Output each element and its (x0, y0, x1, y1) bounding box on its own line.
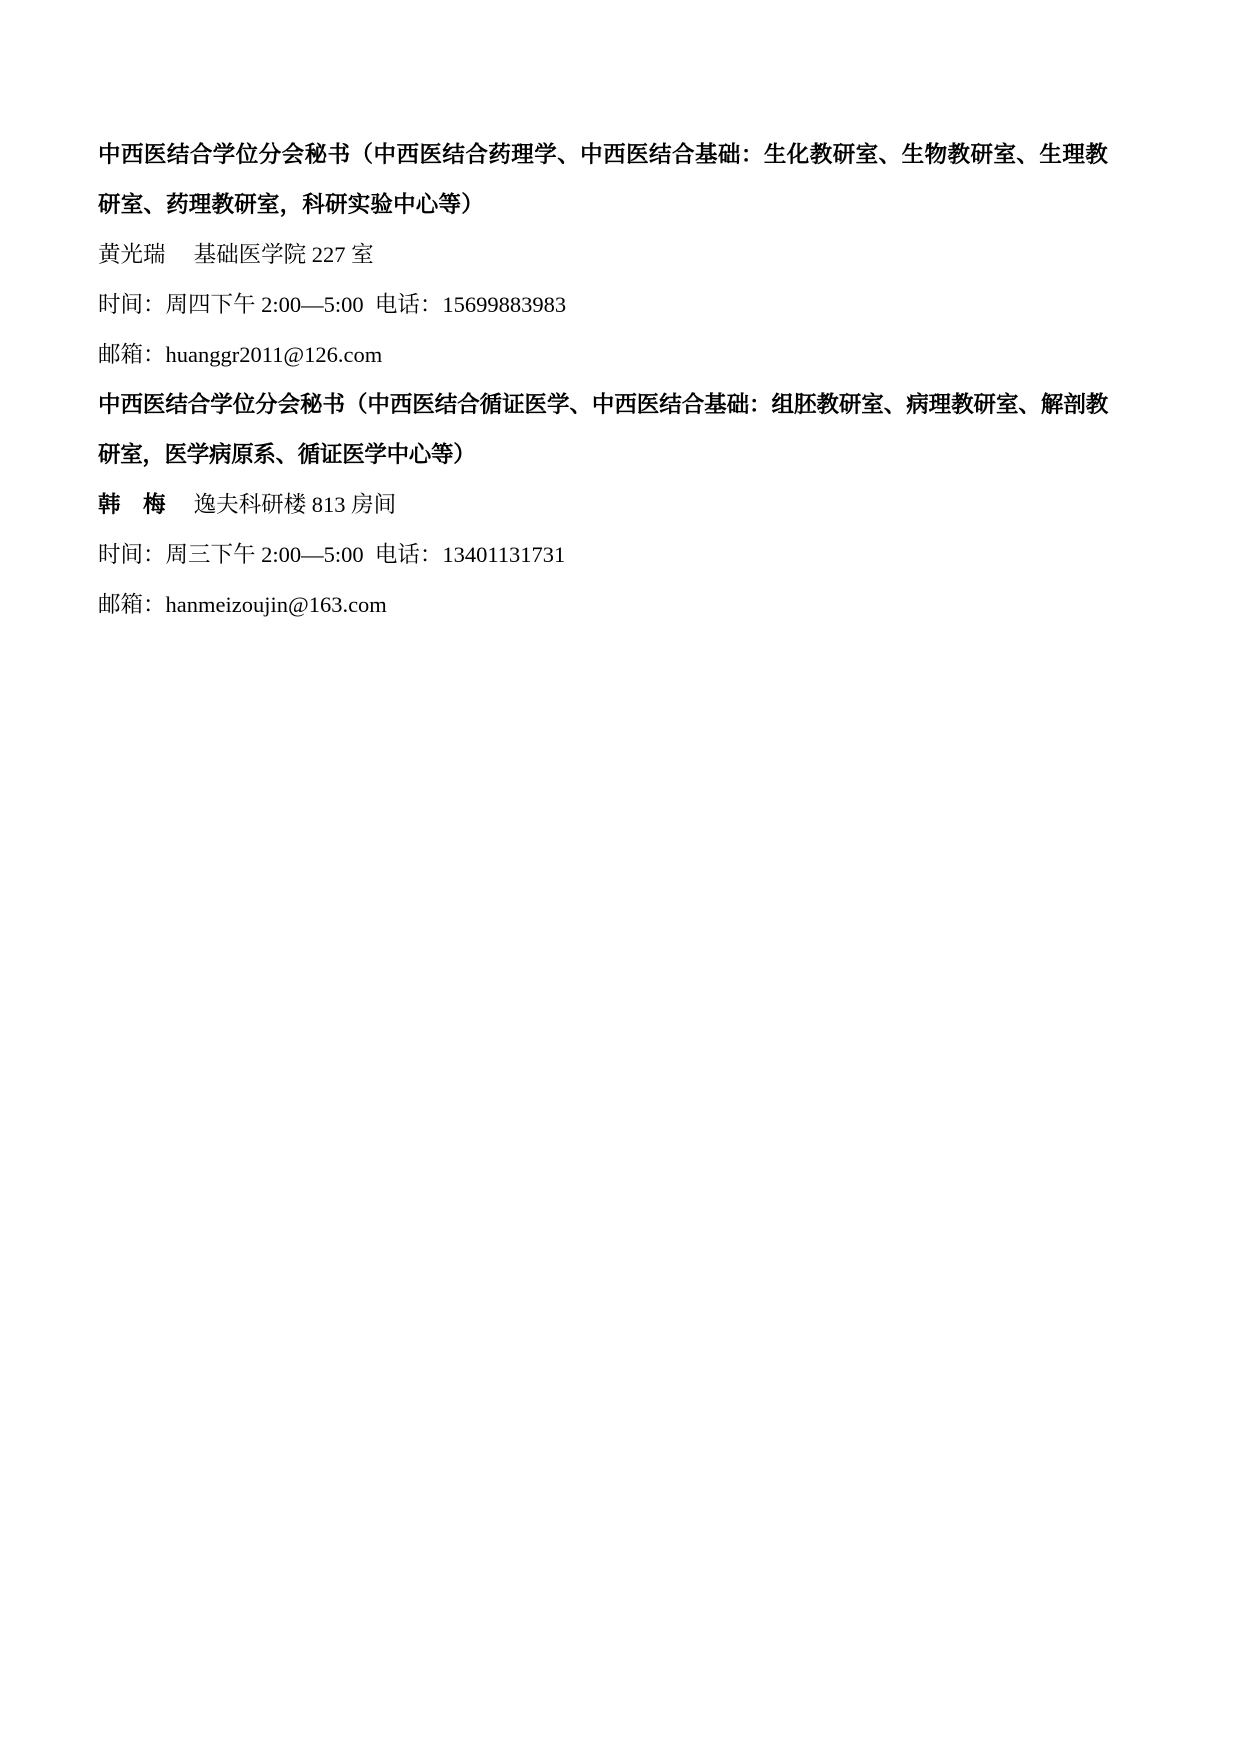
section-2-spacer (166, 492, 194, 517)
section-1-person: 黄光瑞 (98, 242, 166, 268)
section-1-location: 基础医学院 227 室 (193, 242, 374, 267)
section-2 (98, 380, 1108, 630)
section-1 (98, 130, 1108, 380)
section-1-email-label: 邮箱： (98, 342, 166, 367)
section-1-person-line (98, 230, 1108, 280)
section-2-email: hanmeizoujin@163.com (165, 592, 387, 617)
section-1-heading: 中西医结合学位分会秘书（中西医结合药理学、中西医结合基础：生化教研室、生物教研室、生理教研室、药理教研室，科研实验中心等） (98, 142, 1108, 218)
section-1-email-line (98, 330, 1108, 380)
section-2-heading: 中西医结合学位分会秘书（中西医结合循证医学、中西医结合基础：组胚教研室、病理教研室、解剖教研室，医学病原系、循证医学中心等） (98, 392, 1108, 468)
section-1-schedule: 时间：周四下午 2:00—5:00 电话：15699883983 (98, 292, 567, 317)
section-2-person-line (98, 480, 1108, 530)
section-1-email: huanggr2011@126.com (165, 342, 383, 367)
section-2-email-line (98, 580, 1108, 630)
section-1-spacer (166, 242, 194, 267)
section-2-schedule: 时间：周三下午 2:00—5:00 电话：13401131731 (98, 542, 566, 567)
section-2-location: 逸夫科研楼 813 房间 (193, 492, 397, 517)
document-content (98, 130, 1108, 630)
section-2-email-label: 邮箱： (98, 592, 166, 617)
section-2-person: 韩 梅 (98, 492, 166, 518)
